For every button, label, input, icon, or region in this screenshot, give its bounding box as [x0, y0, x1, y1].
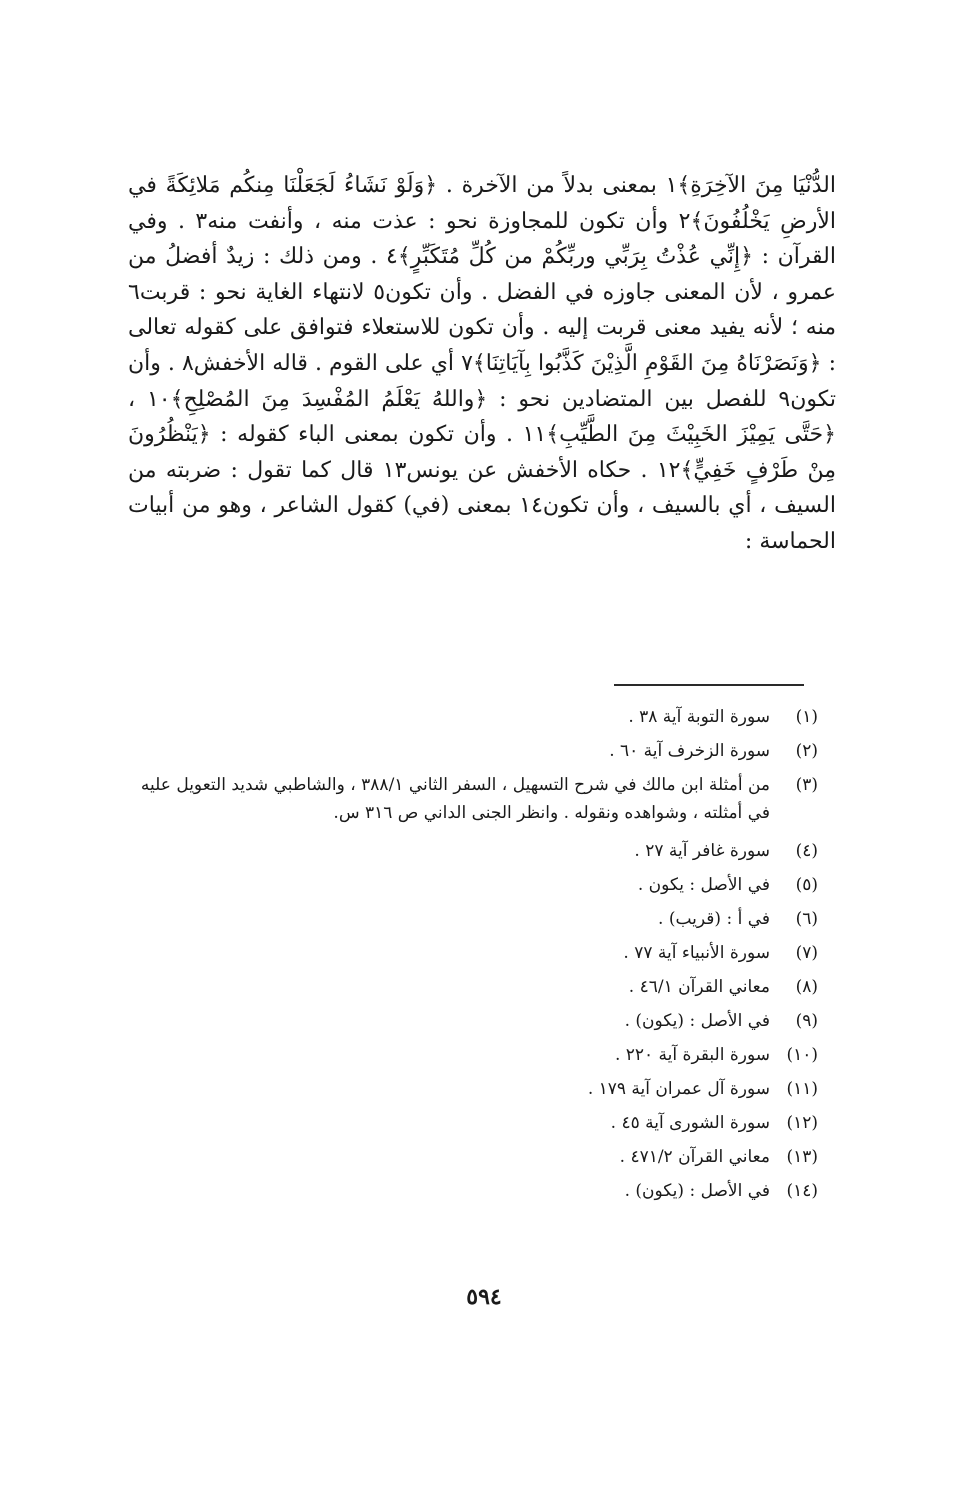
footnote-text: في الأصل : يكون .	[637, 875, 770, 895]
footnote-number: (٦)	[795, 909, 818, 929]
footnote-text: في الأصل : (يكون) .	[624, 1181, 770, 1201]
footnote-number: (٤)	[795, 841, 818, 861]
footnote-item	[118, 902, 818, 936]
footnote-number: (٥)	[795, 875, 818, 895]
footnote-item	[118, 834, 818, 868]
footnote-item	[118, 768, 818, 834]
footnote-number: (١)	[795, 707, 818, 727]
footnote-text: سورة البقرة آية ٢٢٠ .	[614, 1045, 770, 1065]
footnote-text: من أمثلة ابن مالك في شرح التسهيل ، السفر الثاني ٣٨٨/١ ، والشاطبي شديد التعويل عليه في أمثلته ، وشواهده ونقوله . وانظر الجنى الداني ص ٣١٦ س.	[140, 775, 770, 823]
footnote-text: معاني القرآن ٤٦/١ .	[628, 977, 770, 997]
footnote-number: (١٠)	[786, 1045, 818, 1065]
footnote-number: (١٢)	[786, 1113, 818, 1133]
footnote-number: (٨)	[795, 977, 818, 997]
footnote-item	[118, 734, 818, 768]
footnotes-list	[118, 700, 818, 1208]
footnote-text: سورة الزخرف آية ٦٠ .	[609, 741, 770, 761]
page-number: ٥٩٤	[466, 1284, 502, 1310]
footnote-item	[118, 936, 818, 970]
footnote-text: سورة آل عمران آية ١٧٩ .	[587, 1079, 770, 1099]
footnote-item	[118, 868, 818, 902]
footnote-text: سورة الشورى آية ٤٥ .	[610, 1113, 770, 1133]
footnote-item	[118, 970, 818, 1004]
footnote-item	[118, 1004, 818, 1038]
footnote-text: سورة الأنبياء آية ٧٧ .	[623, 943, 770, 963]
footnote-item	[118, 1174, 818, 1208]
footnote-number: (٢)	[795, 741, 818, 761]
footnote-item	[118, 1072, 818, 1106]
body-paragraph: الدُّنْيَا مِنَ الآخِرَةِ﴾١ بمعنى بدلاً من الآخرة . ﴿وَلَوْ نَشَاءُ لَجَعَلْنَا مِنكُم مَلائِكَةً في الأرضِ يَخْلُفُونَ﴾٢ وأن تكون للمجاوزة نحو : عذت منه ، وأنفت منه٣ . وفي القرآن : ﴿إِنِّي عُذْتُ بِرَبِّي وربِّكُمْ من كُلِّ مُتَكَبِّرٍ﴾٤ . ومن ذلك : زيدٌ أفضلُ من عمرو ، لأن المعنى جاوزه في الفضل . وأن تكون٥ لانتهاء الغاية نحو : قربت٦ منه ؛ لأنه يفيد معنى قربت إليه . وأن تكون للاستعلاء فتوافق على كقوله تعالى : ﴿وَنَصَرْنَاهُ مِنَ القَوْمِ الَّذِيْنَ كَذَّبُوا بِآيَاتِنَا﴾٧ أي على القوم . قاله الأخفش٨ . وأن تكون٩ للفصل بين المتضادين نحو : ﴿واللهُ يَعْلَمُ المُفْسِدَ مِنَ المُصْلِحِ﴾١٠ ، ﴿حَتَّى يَمِيْزَ الخَبِيْثَ مِنَ الطَّيِّبِ﴾١١ . وأن تكون بمعنى الباء كقوله : ﴿يَنْظُرُونَ مِنْ طَرْفٍ خَفِيٍّ﴾١٢ . حكاه الأخفش عن يونس١٣ قال كما تقول : ضربته من السيف ، أي بالسيف ، وأن تكون١٤ بمعنى (في) كقول الشاعر ، وهو من أبيات الحماسة :	[128, 173, 837, 554]
footnote-number: (٧)	[795, 943, 818, 963]
footnote-item	[118, 700, 818, 734]
footnote-text: سورة غافر آية ٢٧ .	[634, 841, 770, 861]
main-text	[128, 168, 836, 560]
footnote-text: سورة التوبة آية ٣٨ .	[628, 707, 770, 727]
footnote-separator	[614, 684, 804, 686]
footnote-text: في الأصل : (يكون) .	[624, 1011, 770, 1031]
footnote-number: (١١)	[786, 1079, 818, 1099]
footnote-number: (٩)	[795, 1011, 818, 1031]
footnote-number: (١٣)	[786, 1147, 818, 1167]
footnote-number: (١٤)	[786, 1181, 818, 1201]
footnote-item	[118, 1106, 818, 1140]
footnote-text: معاني القرآن ٤٧١/٢ .	[619, 1147, 770, 1167]
footnote-item	[118, 1038, 818, 1072]
footnote-number: (٣)	[795, 775, 818, 795]
footnote-item	[118, 1140, 818, 1174]
footnote-text: في أ : (قريب) .	[658, 909, 770, 929]
